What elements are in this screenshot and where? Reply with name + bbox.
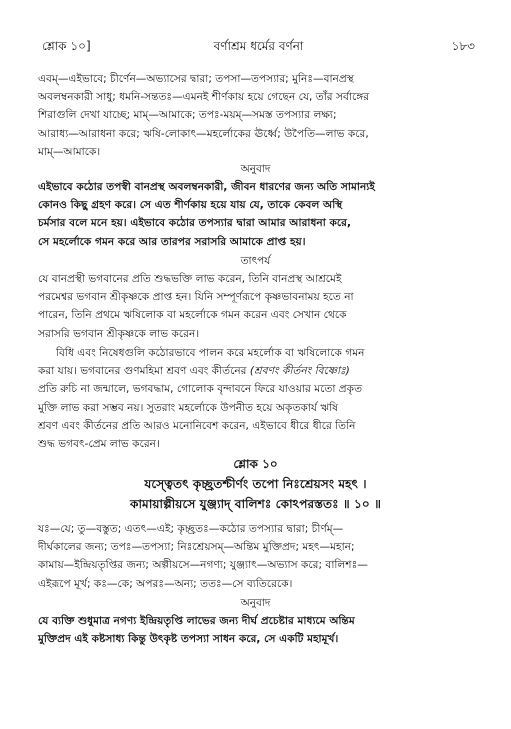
translation-heading: অনুবাদ: [240, 163, 271, 175]
synonyms-line: যঃ—যে; তু—বস্তুত; এতৎ—এই; কৃচ্ছ্রতঃ—কঠোর তপস্যার দ্বারা; চীর্ণম্—: [38, 523, 344, 535]
translation-line: এইভাবে কঠোর তপস্বী বানপ্রস্থ অবলম্বনকারী, জীবন ধারণের জন্য অতি সামান্যই: [38, 181, 375, 193]
synonyms-line: শিরাগুলি দেখা যাচ্ছে; মাম্—আমাকে; তপঃ-ময়ম্—সমস্ত তপস্যার লক্ষ্য;: [38, 109, 337, 122]
purport-text: বিধি এবং নিষেধগুলি কঠোরভাবে পালন করে মহর্লোক বা ঋষিলোকে গমন: [56, 347, 365, 359]
running-header: [42, 38, 475, 58]
verse-heading: শ্লোক ১০: [233, 457, 278, 471]
synonyms-line: অবলম্বনকারী সাধু; ধমনি-সন্ততঃ—এমনই শীর্ণকায় হয়ে গেছেন যে, তাঁর সর্বাঙ্গের: [38, 91, 370, 104]
translation-line: চর্মসার বলে মনে হয়। এইভাবে কঠোর তপস্যার দ্বারা আমার আরাধনা করে,: [38, 217, 352, 230]
translation-line: যে ব্যক্তি শুধুমাত্র নগণ্য ইন্দ্রিয়তৃপ্তি লাভের জন্য দীর্ঘ প্রচেষ্টার মাধ্যমে অন্তিম: [38, 615, 355, 627]
synonyms-line: এইরূপে মূর্খ; কঃ—কে; অপরঃ—অন্য; ততঃ—সে ব্যতিরেকে।: [38, 577, 293, 590]
header-verse-ref: শ্লোক ১০]: [42, 39, 91, 53]
translation-line: কোনও কিছু গ্রহণ করে। সে এত শীর্ণকায় হয়ে যায় যে, তাকে কেবল অস্থি: [38, 199, 343, 212]
purport-text: করা যায়। ভগবানের গুণমহিমা শ্রবণ এবং কীর্তনের: [38, 365, 250, 378]
synonyms-line: আরাধ্য—আরাধনা করে; ঋষি-লোকাৎ—মহর্লোকের ঊর্ধ্বে; উপৈতি—লাভ করে,: [38, 127, 369, 140]
verse-text: [0, 474, 511, 514]
purport-line: সরাসরি ভগবান শ্রীকৃষ্ণকে লাভ করেন।: [38, 327, 200, 340]
purport-line: শুদ্ধ ভগবৎ-প্রেম লাভ করেন।: [38, 438, 160, 451]
purport-line: পারেন, তিনি প্রথমে ঋষিলোক বা মহর্লোকে গমন করেন এবং সেখান থেকে: [38, 309, 347, 322]
purport-line: শ্রবণ এবং কীর্তনের প্রতি আরও মনোনিবেশ করেন, এইভাবে ধীরে ধীরে তিনি: [38, 419, 356, 432]
purport-line: মুক্তি লাভ করা সম্ভব নয়। সুতরাং মহর্লোকে উপনীত হয়ে অকৃতকার্য ঋষি: [38, 401, 338, 414]
purport-line: যে বানপ্রস্থী ভগবানের প্রতি শুদ্ধভক্তি লাভ করেন, তিনি বানপ্রস্থ আশ্রমেই: [38, 273, 342, 285]
synonyms-line: কামায়—ইন্দ্রিয়তৃপ্তির জন্য; অল্পীয়সে—নগণ্য; যুঞ্জ্যাৎ—অভ্যাস করে; বালিশঃ—: [38, 559, 368, 572]
page-number: ১৮৩: [451, 39, 475, 53]
translation-block-2: [38, 612, 475, 648]
translation-heading: অনুবাদ: [240, 597, 271, 609]
purport-paragraph-2: [38, 344, 475, 453]
purport-italic-quote: (শ্রবণং কীর্তনং বিষ্ণোঃ): [249, 365, 350, 378]
synonyms-line: এবম্—এইভাবে; চীর্ণেন—অভ্যাসের দ্বারা; তপসা—তপস্যার; মুনিঃ—বানপ্রস্থ: [38, 73, 354, 85]
purport-heading: তাৎপর্য: [240, 255, 271, 267]
synonyms-block-2: [38, 520, 475, 593]
purport-paragraph-1: [38, 270, 475, 343]
synonyms-block-1: [38, 70, 475, 161]
translation-block-1: [38, 178, 475, 251]
purport-line: [38, 344, 475, 362]
verse-line: কামায়াল্পীয়সে যুঞ্জ্যাদ্ বালিশঃ কোঽপরস্ততঃ ॥ ১০ ॥: [130, 497, 381, 511]
translation-line: মুক্তিপ্রদ এই কষ্টসাধ্য কিন্তু উৎকৃষ্ট তপস্যা সাধন করে, সে একটি মহামূর্খ।: [38, 633, 339, 646]
translation-line: সে মহর্লোকে গমন করে আর তারপর সরাসরি আমাকে প্রাপ্ত হয়।: [38, 235, 306, 248]
purport-line: [38, 362, 475, 380]
verse-line: যস্ত্বেতৎ কৃচ্ছ্রতশ্চীর্ণং তপো নিঃশ্রেয়সং মহৎ ।: [144, 477, 367, 491]
purport-line: পরমেশ্বর ভগবান শ্রীকৃষ্ণকে প্রাপ্ত হন। যিনি সম্পূর্ণরূপে কৃষ্ণভাবনাময় হতে না: [38, 291, 354, 304]
header-chapter-title: বর্ণাশ্রম ধর্মের বর্ণনা: [213, 39, 304, 53]
purport-line: প্রতি রুচি না জন্মালে, ভগবদ্ধাম, গোলোক বৃন্দাবনে ফিরে যাওয়ার মতো প্রকৃত: [38, 383, 363, 396]
synonyms-line: মাম্—আমাকে।: [38, 145, 101, 158]
synonyms-line: দীর্ঘকালের জন্য; তপঃ—তপস্যা; নিঃশ্রেয়সম্—অন্তিম মুক্তিপ্রদ; মহৎ—মহান;: [38, 541, 355, 554]
